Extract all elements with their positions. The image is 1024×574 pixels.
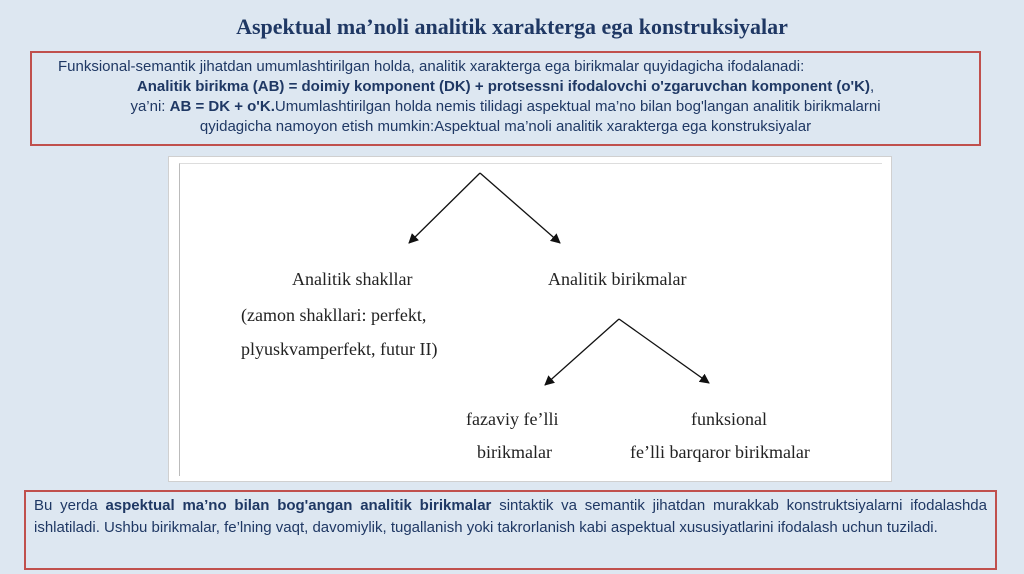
intro-continuation: Umumlashtirilgan holda nemis tilidagi aspektual ma’no bilan bog'langan analitik birikmalarni <box>274 98 881 115</box>
intro-formula-line <box>34 77 977 97</box>
intro-short-formula: AB = DK + o'K. <box>169 98 275 115</box>
bottom-text-box <box>24 490 997 570</box>
intro-line-3 <box>34 97 977 117</box>
arrow-to-analitik-shakllar <box>409 173 480 243</box>
slide-title: Aspektual ma’noli analitik xarakterga ega konstruksiyalar <box>236 14 788 39</box>
intro-formula: Analitik birikma (AB) = doimiy komponent (DK) + protsessni ifodalovchi o'zgaruvchan komponent (o'K) <box>136 78 870 95</box>
arrow-to-analitik-birikmalar <box>480 173 560 243</box>
node-analitik-birikmalar: Analitik birikmalar <box>548 269 687 289</box>
intro-last-line: qyidagicha namoyon etish mumkin:Aspektual ma’noli analitik xarakterga ega konstruksiyalar <box>199 118 812 135</box>
arrow-to-fazaviy <box>545 319 619 385</box>
node-left-detail-2: plyuskvamperfekt, futur II) <box>241 339 438 359</box>
tree-diagram <box>168 156 892 482</box>
bottom-bold-term: aspektual ma’no bilan bog'angan analitik birikmalar <box>105 497 492 514</box>
node-fazaviy-line1: fazaviy fe’lli <box>466 409 559 429</box>
node-left-detail-1: (zamon shakllari: perfekt, <box>241 305 427 325</box>
arrow-to-funksional <box>619 319 709 383</box>
bottom-paragraph <box>34 495 987 539</box>
intro-yani: ya’ni: <box>130 98 170 115</box>
bottom-rest: sintaktik va semantik jihatdan murakkab konstruktsiyalarni ifodalashda ishlatiladi. Ushbu birikmalar, fe’lning vaqt, davomiylik, tugallanish yoki takrorlanish kabi aspektual xususiyatlarini ifodalash uchun tuziladi. <box>34 497 987 536</box>
intro-text-box <box>30 51 981 146</box>
node-funksional-line1: funksional <box>691 409 767 429</box>
bottom-prefix: Bu yerda <box>34 497 106 514</box>
intro-line-1: Funksional-semantik jihatdan umumlashtirilgan holda, analitik xarakterga ega birikmalar quyidagicha ifodalanadi: <box>58 58 805 75</box>
node-fazaviy-line2: birikmalar <box>477 442 552 462</box>
node-analitik-shakllar: Analitik shakllar <box>292 269 413 289</box>
intro-formula-tail: , <box>869 78 875 95</box>
node-funksional-line2: fe’lli barqaror birikmalar <box>630 442 810 462</box>
